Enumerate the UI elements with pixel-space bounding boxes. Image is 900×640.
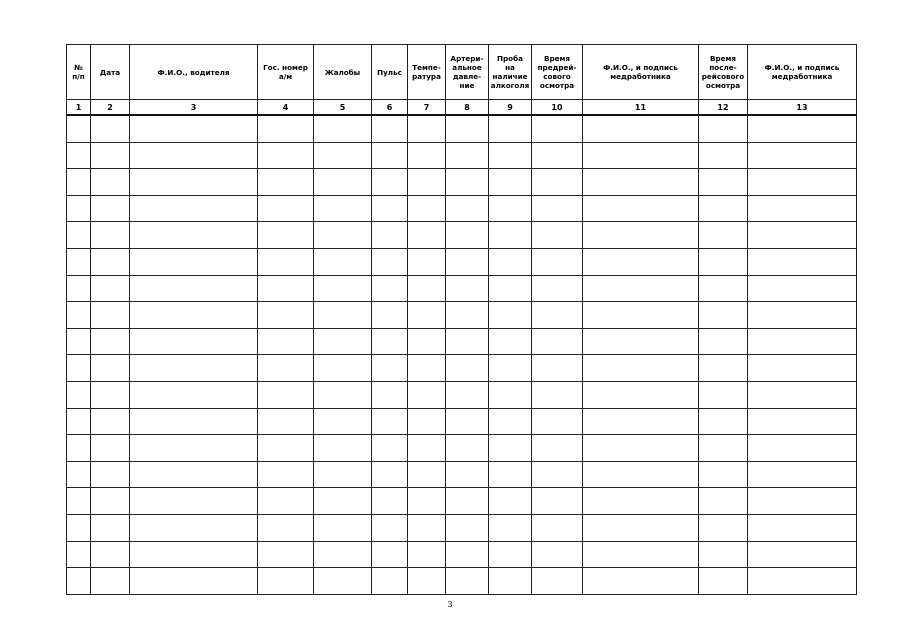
log-entry-cell[interactable] bbox=[699, 541, 748, 568]
log-entry-cell[interactable] bbox=[67, 408, 91, 435]
log-entry-cell[interactable] bbox=[699, 408, 748, 435]
log-entry-cell[interactable] bbox=[372, 461, 408, 488]
log-entry-cell[interactable] bbox=[91, 541, 130, 568]
log-entry-cell[interactable] bbox=[583, 355, 699, 382]
log-entry-row bbox=[67, 381, 857, 408]
log-entry-cell[interactable] bbox=[91, 408, 130, 435]
log-entry-row bbox=[67, 115, 857, 142]
log-entry-cell[interactable] bbox=[748, 328, 857, 355]
log-entry-cell[interactable] bbox=[130, 169, 258, 196]
log-entry-cell[interactable] bbox=[130, 355, 258, 382]
log-entry-cell[interactable] bbox=[699, 142, 748, 169]
log-entry-cell[interactable] bbox=[699, 568, 748, 595]
log-entry-cell[interactable] bbox=[583, 195, 699, 222]
log-entry-row bbox=[67, 514, 857, 541]
log-entry-cell[interactable] bbox=[408, 328, 446, 355]
log-entry-cell[interactable] bbox=[489, 568, 532, 595]
log-entry-cell[interactable] bbox=[583, 461, 699, 488]
log-entry-cell[interactable] bbox=[489, 248, 532, 275]
log-entry-cell[interactable] bbox=[699, 195, 748, 222]
column-number-row bbox=[67, 100, 857, 116]
log-entry-cell[interactable] bbox=[372, 115, 408, 142]
log-entry-cell[interactable] bbox=[372, 142, 408, 169]
log-entry-cell[interactable] bbox=[748, 381, 857, 408]
log-entry-cell[interactable] bbox=[748, 488, 857, 515]
header-temperature: Темпе- ратура bbox=[408, 45, 446, 100]
log-entry-cell[interactable] bbox=[532, 115, 583, 142]
log-entry-row bbox=[67, 461, 857, 488]
log-entry-cell[interactable] bbox=[314, 275, 372, 302]
log-entry-cell[interactable] bbox=[258, 541, 314, 568]
column-number: 4 bbox=[258, 100, 314, 116]
log-entry-row bbox=[67, 408, 857, 435]
header-blood-pressure: Артери- альное давле- ние bbox=[446, 45, 489, 100]
log-entry-cell[interactable] bbox=[532, 195, 583, 222]
log-entry-cell[interactable] bbox=[583, 142, 699, 169]
header-vehicle-plate: Гос. номер а/м bbox=[258, 45, 314, 100]
log-entry-cell[interactable] bbox=[532, 142, 583, 169]
log-entry-cell[interactable] bbox=[408, 541, 446, 568]
log-entry-cell[interactable] bbox=[408, 302, 446, 329]
log-entry-cell[interactable] bbox=[748, 222, 857, 249]
log-entry-cell[interactable] bbox=[699, 435, 748, 462]
log-entry-cell[interactable] bbox=[583, 248, 699, 275]
log-entry-cell[interactable] bbox=[130, 248, 258, 275]
column-number: 13 bbox=[748, 100, 857, 116]
log-entry-cell[interactable] bbox=[408, 488, 446, 515]
log-entry-cell[interactable] bbox=[258, 435, 314, 462]
log-entry-row bbox=[67, 328, 857, 355]
log-entry-cell[interactable] bbox=[314, 195, 372, 222]
log-entry-row bbox=[67, 142, 857, 169]
log-entry-cell[interactable] bbox=[583, 302, 699, 329]
log-entry-cell[interactable] bbox=[408, 169, 446, 196]
log-entry-cell[interactable] bbox=[130, 302, 258, 329]
log-entry-cell[interactable] bbox=[258, 408, 314, 435]
log-entry-cell[interactable] bbox=[699, 488, 748, 515]
log-entry-cell[interactable] bbox=[446, 568, 489, 595]
log-entry-cell[interactable] bbox=[748, 142, 857, 169]
log-entry-cell[interactable] bbox=[532, 381, 583, 408]
log-entry-cell[interactable] bbox=[446, 435, 489, 462]
log-entry-cell[interactable] bbox=[91, 435, 130, 462]
log-entry-cell[interactable] bbox=[699, 514, 748, 541]
log-entry-cell[interactable] bbox=[372, 514, 408, 541]
log-entry-cell[interactable] bbox=[67, 435, 91, 462]
header-posttrip-medic: Ф.И.О., и подпись медработника bbox=[748, 45, 857, 100]
log-entry-cell[interactable] bbox=[583, 328, 699, 355]
log-entry-cell[interactable] bbox=[699, 248, 748, 275]
log-entry-cell[interactable] bbox=[91, 142, 130, 169]
log-entry-cell[interactable] bbox=[130, 435, 258, 462]
log-entry-cell[interactable] bbox=[314, 142, 372, 169]
log-entry-cell[interactable] bbox=[699, 355, 748, 382]
log-entry-cell[interactable] bbox=[258, 248, 314, 275]
log-entry-cell[interactable] bbox=[583, 435, 699, 462]
log-entry-cell[interactable] bbox=[67, 355, 91, 382]
column-number: 1 bbox=[67, 100, 91, 116]
log-entry-cell[interactable] bbox=[583, 222, 699, 249]
log-entry-cell[interactable] bbox=[748, 275, 857, 302]
log-entry-row bbox=[67, 275, 857, 302]
log-entry-cell[interactable] bbox=[372, 488, 408, 515]
log-entry-cell[interactable] bbox=[446, 222, 489, 249]
log-entry-cell[interactable] bbox=[372, 169, 408, 196]
log-entry-cell[interactable] bbox=[583, 488, 699, 515]
header-alcohol-test: Проба на наличие алкоголя bbox=[489, 45, 532, 100]
log-entry-cell[interactable] bbox=[489, 408, 532, 435]
log-entry-cell[interactable] bbox=[130, 488, 258, 515]
log-entry-cell[interactable] bbox=[314, 302, 372, 329]
log-entry-cell[interactable] bbox=[489, 381, 532, 408]
log-entry-cell[interactable] bbox=[130, 328, 258, 355]
log-entry-cell[interactable] bbox=[408, 142, 446, 169]
header-pretrip-time: Время предрей- сового осмотра bbox=[532, 45, 583, 100]
log-entry-cell[interactable] bbox=[532, 435, 583, 462]
log-entry-cell[interactable] bbox=[91, 355, 130, 382]
log-entry-cell[interactable] bbox=[372, 275, 408, 302]
log-entry-cell[interactable] bbox=[532, 355, 583, 382]
log-entry-cell[interactable] bbox=[748, 169, 857, 196]
log-entry-cell[interactable] bbox=[314, 488, 372, 515]
log-entry-cell[interactable] bbox=[67, 328, 91, 355]
log-entry-cell[interactable] bbox=[446, 195, 489, 222]
log-entry-cell[interactable] bbox=[699, 222, 748, 249]
log-entry-cell[interactable] bbox=[130, 541, 258, 568]
log-entry-cell[interactable] bbox=[314, 514, 372, 541]
log-entry-cell[interactable] bbox=[372, 328, 408, 355]
log-entry-cell[interactable] bbox=[91, 169, 130, 196]
log-entry-cell[interactable] bbox=[258, 381, 314, 408]
log-entry-cell[interactable] bbox=[91, 248, 130, 275]
log-entry-cell[interactable] bbox=[408, 275, 446, 302]
log-entry-cell[interactable] bbox=[372, 435, 408, 462]
log-entry-cell[interactable] bbox=[446, 488, 489, 515]
header-pretrip-medic: Ф.И.О., и подпись медработника bbox=[583, 45, 699, 100]
log-entry-cell[interactable] bbox=[532, 248, 583, 275]
log-entry-row bbox=[67, 302, 857, 329]
log-entry-cell[interactable] bbox=[258, 514, 314, 541]
log-entry-cell[interactable] bbox=[748, 355, 857, 382]
log-entry-cell[interactable] bbox=[489, 222, 532, 249]
log-entry-cell[interactable] bbox=[67, 248, 91, 275]
log-entry-cell[interactable] bbox=[314, 248, 372, 275]
log-entry-row bbox=[67, 222, 857, 249]
log-entry-cell[interactable] bbox=[314, 568, 372, 595]
log-entry-cell[interactable] bbox=[130, 568, 258, 595]
log-entry-cell[interactable] bbox=[67, 142, 91, 169]
log-entry-cell[interactable] bbox=[583, 568, 699, 595]
log-entry-cell[interactable] bbox=[91, 195, 130, 222]
log-entry-cell[interactable] bbox=[130, 408, 258, 435]
log-entry-cell[interactable] bbox=[408, 514, 446, 541]
log-entry-cell[interactable] bbox=[532, 514, 583, 541]
log-entry-cell[interactable] bbox=[532, 408, 583, 435]
log-entry-row bbox=[67, 568, 857, 595]
log-entry-cell[interactable] bbox=[130, 381, 258, 408]
log-entry-cell[interactable] bbox=[91, 275, 130, 302]
log-entry-cell[interactable] bbox=[314, 541, 372, 568]
log-entry-cell[interactable] bbox=[314, 381, 372, 408]
log-entry-cell[interactable] bbox=[408, 195, 446, 222]
log-entry-cell[interactable] bbox=[91, 222, 130, 249]
log-entry-cell[interactable] bbox=[408, 248, 446, 275]
log-entry-cell[interactable] bbox=[446, 541, 489, 568]
log-entry-cell[interactable] bbox=[748, 408, 857, 435]
column-number: 5 bbox=[314, 100, 372, 116]
log-entry-cell[interactable] bbox=[446, 275, 489, 302]
log-entry-cell[interactable] bbox=[67, 275, 91, 302]
log-entry-cell[interactable] bbox=[489, 541, 532, 568]
log-entry-cell[interactable] bbox=[408, 568, 446, 595]
log-entry-cell[interactable] bbox=[67, 488, 91, 515]
page-number: 3 bbox=[447, 600, 453, 609]
log-entry-cell[interactable] bbox=[67, 222, 91, 249]
medical-inspection-log-table bbox=[66, 44, 857, 595]
log-entry-cell[interactable] bbox=[314, 115, 372, 142]
log-entry-cell[interactable] bbox=[130, 142, 258, 169]
log-entry-cell[interactable] bbox=[446, 302, 489, 329]
log-entry-cell[interactable] bbox=[446, 381, 489, 408]
log-entry-cell[interactable] bbox=[446, 169, 489, 196]
log-entry-cell[interactable] bbox=[699, 461, 748, 488]
log-entry-cell[interactable] bbox=[489, 514, 532, 541]
log-entry-cell[interactable] bbox=[748, 541, 857, 568]
log-entry-cell[interactable] bbox=[258, 142, 314, 169]
log-entry-cell[interactable] bbox=[699, 302, 748, 329]
log-entry-row bbox=[67, 248, 857, 275]
log-entry-cell[interactable] bbox=[258, 355, 314, 382]
log-entry-cell[interactable] bbox=[583, 115, 699, 142]
log-entry-cell[interactable] bbox=[314, 461, 372, 488]
log-entry-cell[interactable] bbox=[748, 302, 857, 329]
log-entry-cell[interactable] bbox=[67, 195, 91, 222]
log-entry-cell[interactable] bbox=[748, 461, 857, 488]
log-entry-cell[interactable] bbox=[372, 222, 408, 249]
log-entry-cell[interactable] bbox=[489, 488, 532, 515]
log-entry-cell[interactable] bbox=[748, 195, 857, 222]
log-entry-cell[interactable] bbox=[583, 381, 699, 408]
log-entry-cell[interactable] bbox=[130, 115, 258, 142]
log-entry-cell[interactable] bbox=[372, 541, 408, 568]
log-entry-cell[interactable] bbox=[446, 115, 489, 142]
column-number: 7 bbox=[408, 100, 446, 116]
log-entry-cell[interactable] bbox=[258, 115, 314, 142]
log-entry-cell[interactable] bbox=[748, 115, 857, 142]
log-entry-cell[interactable] bbox=[489, 302, 532, 329]
log-entry-cell[interactable] bbox=[446, 355, 489, 382]
log-entry-cell[interactable] bbox=[67, 115, 91, 142]
log-entry-cell[interactable] bbox=[258, 568, 314, 595]
log-entry-cell[interactable] bbox=[748, 435, 857, 462]
log-entry-cell[interactable] bbox=[258, 461, 314, 488]
log-entry-cell[interactable] bbox=[532, 302, 583, 329]
log-entry-cell[interactable] bbox=[67, 169, 91, 196]
log-entry-cell[interactable] bbox=[372, 248, 408, 275]
log-entry-cell[interactable] bbox=[67, 302, 91, 329]
log-entry-cell[interactable] bbox=[314, 222, 372, 249]
column-number: 8 bbox=[446, 100, 489, 116]
log-entry-row bbox=[67, 195, 857, 222]
log-entry-cell[interactable] bbox=[583, 408, 699, 435]
log-entry-cell[interactable] bbox=[408, 355, 446, 382]
column-number: 12 bbox=[699, 100, 748, 116]
log-entry-cell[interactable] bbox=[583, 541, 699, 568]
log-entry-cell[interactable] bbox=[67, 381, 91, 408]
log-entry-cell[interactable] bbox=[532, 488, 583, 515]
log-entry-cell[interactable] bbox=[699, 328, 748, 355]
log-entry-cell[interactable] bbox=[583, 275, 699, 302]
log-entry-cell[interactable] bbox=[489, 275, 532, 302]
column-number: 2 bbox=[91, 100, 130, 116]
log-entry-cell[interactable] bbox=[489, 115, 532, 142]
log-entry-cell[interactable] bbox=[91, 302, 130, 329]
log-entry-row bbox=[67, 355, 857, 382]
log-entry-cell[interactable] bbox=[67, 541, 91, 568]
log-entry-cell[interactable] bbox=[532, 541, 583, 568]
log-entry-cell[interactable] bbox=[748, 568, 857, 595]
log-entry-cell[interactable] bbox=[130, 195, 258, 222]
header-pulse: Пульс bbox=[372, 45, 408, 100]
log-entry-cell[interactable] bbox=[699, 115, 748, 142]
header-posttrip-time: Время после- рейсового осмотра bbox=[699, 45, 748, 100]
log-entry-cell[interactable] bbox=[532, 328, 583, 355]
log-entry-cell[interactable] bbox=[532, 275, 583, 302]
log-entry-cell[interactable] bbox=[372, 408, 408, 435]
log-entry-cell[interactable] bbox=[532, 169, 583, 196]
column-number: 9 bbox=[489, 100, 532, 116]
log-entry-cell[interactable] bbox=[258, 488, 314, 515]
log-entry-cell[interactable] bbox=[489, 169, 532, 196]
header-row bbox=[67, 45, 857, 100]
log-entry-cell[interactable] bbox=[489, 328, 532, 355]
log-entry-cell[interactable] bbox=[408, 222, 446, 249]
log-entry-cell[interactable] bbox=[583, 514, 699, 541]
log-entry-cell[interactable] bbox=[408, 408, 446, 435]
log-entry-cell[interactable] bbox=[446, 514, 489, 541]
log-entry-cell[interactable] bbox=[408, 461, 446, 488]
log-entry-cell[interactable] bbox=[446, 248, 489, 275]
log-entry-cell[interactable] bbox=[748, 248, 857, 275]
log-entry-cell[interactable] bbox=[372, 381, 408, 408]
header-date: Дата bbox=[91, 45, 130, 100]
log-entry-cell[interactable] bbox=[699, 275, 748, 302]
log-entry-cell[interactable] bbox=[91, 381, 130, 408]
log-entry-cell[interactable] bbox=[446, 461, 489, 488]
log-entry-cell[interactable] bbox=[91, 461, 130, 488]
log-entry-cell[interactable] bbox=[130, 514, 258, 541]
column-number: 6 bbox=[372, 100, 408, 116]
log-entry-cell[interactable] bbox=[258, 328, 314, 355]
log-entry-row bbox=[67, 488, 857, 515]
header-complaints: Жалобы bbox=[314, 45, 372, 100]
log-entry-cell[interactable] bbox=[408, 381, 446, 408]
log-entry-cell[interactable] bbox=[748, 514, 857, 541]
log-entry-cell[interactable] bbox=[314, 328, 372, 355]
log-entry-cell[interactable] bbox=[446, 328, 489, 355]
column-number: 10 bbox=[532, 100, 583, 116]
log-entry-cell[interactable] bbox=[408, 435, 446, 462]
header-driver-name: Ф.И.О., водителя bbox=[130, 45, 258, 100]
log-entry-cell[interactable] bbox=[408, 115, 446, 142]
log-entry-cell[interactable] bbox=[130, 222, 258, 249]
log-entry-cell[interactable] bbox=[489, 142, 532, 169]
log-entry-cell[interactable] bbox=[446, 142, 489, 169]
log-entry-cell[interactable] bbox=[314, 169, 372, 196]
log-entry-cell[interactable] bbox=[258, 169, 314, 196]
log-entry-cell[interactable] bbox=[699, 381, 748, 408]
log-entry-cell[interactable] bbox=[67, 568, 91, 595]
log-entry-cell[interactable] bbox=[489, 435, 532, 462]
log-entry-cell[interactable] bbox=[130, 461, 258, 488]
log-entry-cell[interactable] bbox=[532, 568, 583, 595]
header-number: № п/п bbox=[67, 45, 91, 100]
log-entry-cell[interactable] bbox=[583, 169, 699, 196]
log-entry-cell[interactable] bbox=[314, 408, 372, 435]
log-entry-cell[interactable] bbox=[67, 461, 91, 488]
log-entry-cell[interactable] bbox=[91, 514, 130, 541]
log-entry-cell[interactable] bbox=[258, 275, 314, 302]
log-entry-cell[interactable] bbox=[67, 514, 91, 541]
column-number: 11 bbox=[583, 100, 699, 116]
log-entry-cell[interactable] bbox=[532, 222, 583, 249]
log-entry-cell[interactable] bbox=[258, 195, 314, 222]
log-entry-cell[interactable] bbox=[372, 568, 408, 595]
log-entry-cell[interactable] bbox=[446, 408, 489, 435]
log-entry-row bbox=[67, 435, 857, 462]
log-entry-cell[interactable] bbox=[91, 328, 130, 355]
log-entry-cell[interactable] bbox=[372, 302, 408, 329]
column-number: 3 bbox=[130, 100, 258, 116]
log-entry-cell[interactable] bbox=[532, 461, 583, 488]
log-entry-cell[interactable] bbox=[91, 488, 130, 515]
log-entry-cell[interactable] bbox=[91, 115, 130, 142]
log-entry-cell[interactable] bbox=[489, 461, 532, 488]
log-entry-cell[interactable] bbox=[372, 195, 408, 222]
log-entry-cell[interactable] bbox=[130, 275, 258, 302]
log-entry-cell[interactable] bbox=[372, 355, 408, 382]
log-entry-cell[interactable] bbox=[489, 355, 532, 382]
log-entry-cell[interactable] bbox=[699, 169, 748, 196]
log-entry-cell[interactable] bbox=[314, 435, 372, 462]
log-entry-cell[interactable] bbox=[489, 195, 532, 222]
log-entry-row bbox=[67, 169, 857, 196]
log-entry-cell[interactable] bbox=[91, 568, 130, 595]
log-entry-cell[interactable] bbox=[258, 302, 314, 329]
log-entry-row bbox=[67, 541, 857, 568]
log-entry-cell[interactable] bbox=[258, 222, 314, 249]
log-entry-cell[interactable] bbox=[314, 355, 372, 382]
